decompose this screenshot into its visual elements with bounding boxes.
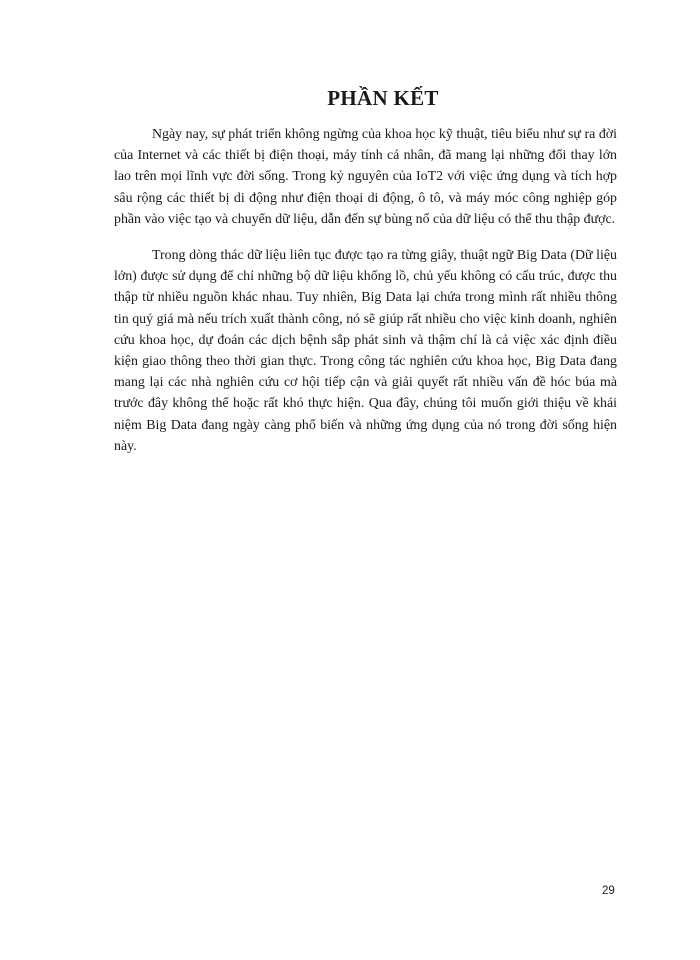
page-number: 29 bbox=[602, 885, 615, 897]
paragraph-1: Ngày nay, sự phát triển không ngừng của khoa học kỹ thuật, tiêu biểu như sự ra đời của Internet và các thiết bị điện thoại, máy tính cá nhân, đã mang lại những đổi thay lớn lao trên mọi lĩnh vực đời sống. Trong kỷ nguyên của IoT2 với việc ứng dụng và tích hợp sâu rộng các thiết bị di động như điện thoại di động, ô tô, và máy móc công nghiệp góp phần vào việc tạo và chuyển dữ liệu, dẫn đến sự bùng nổ của dữ liệu có thể thu thập được. bbox=[114, 127, 617, 227]
page-title: PHẦN KẾT bbox=[327, 86, 439, 110]
paragraph-2: Trong dòng thác dữ liệu liên tục được tạo ra từng giây, thuật ngữ Big Data (Dữ liệu lớn) được sử dụng để chỉ những bộ dữ liệu khổng lồ, chủ yếu không có cấu trúc, được thu thập từ nhiều nguồn khác nhau. Tuy nhiên, Big Data lại chứa trong mình rất nhiều thông tin quý giá mà nếu trích xuất thành công, nó sẽ giúp rất nhiều cho việc kinh doanh, nghiên cứu khoa học, dự đoán các dịch bệnh sắp phát sinh và thậm chí là cả việc xác định điều kiện giao thông theo thời gian thực. Trong công tác nghiên cứu khoa học, Big Data đang mang lại các nhà nghiên cứu cơ hội tiếp cận và giải quyết rất nhiều vấn đề hóc búa mà trước đây không thể hoặc rất khó thực hiện. Qua đây, chúng tôi muốn giới thiệu về khái niệm Big Data đang ngày càng phổ biến và những ứng dụng của nó trong đời sống hiện này. bbox=[114, 248, 617, 454]
body-text bbox=[114, 124, 617, 472]
